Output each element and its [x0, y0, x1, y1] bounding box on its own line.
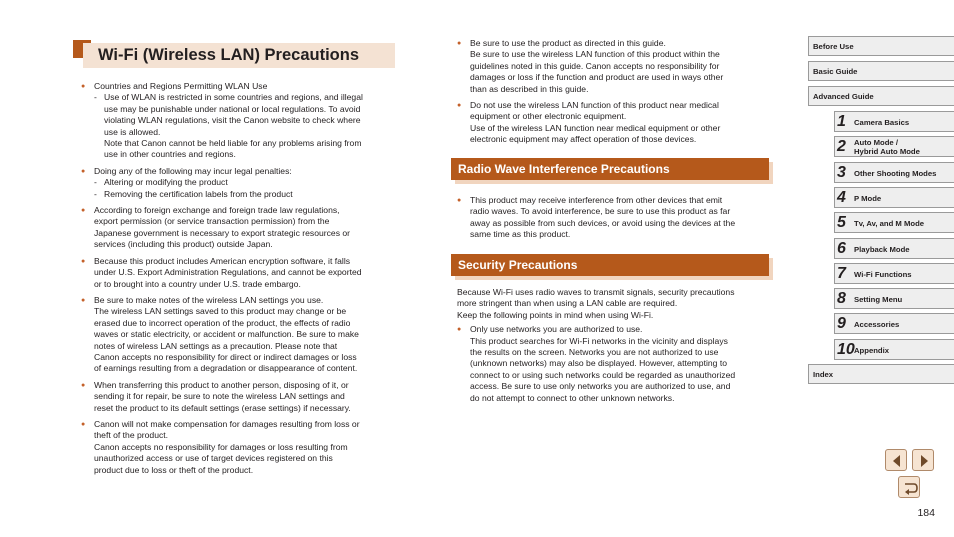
list-item: [81, 419, 397, 476]
security-intro: [457, 287, 771, 321]
sub-item-line: use in other countries and regions.: [104, 149, 236, 160]
radio-bullet-list: [457, 195, 771, 241]
security-section-body: [457, 287, 771, 409]
page-title: Wi-Fi (Wireless LAN) Precautions: [98, 46, 359, 64]
bullet-text-line: export permission (or service transaction permission) from the: [94, 216, 330, 227]
arrow-right-icon: [913, 450, 935, 472]
chapter-label: P Mode: [854, 193, 882, 203]
bullet-text-line: ● Be sure to use the product as directed in this guide.: [470, 38, 666, 48]
bullet-text-line: ● When transferring this product to another person, disposing of it, or: [94, 379, 349, 390]
arrow-left-icon: [886, 450, 908, 472]
left-bullet-list: [81, 81, 397, 476]
mid-bullet-list: [457, 38, 771, 146]
bullet-text-line: electronic equipment may affect operation of those devices.: [470, 134, 697, 145]
bullet-text-line: damages or loss if the function and product are used in ways other: [470, 72, 724, 83]
chapter-number: 2: [837, 138, 846, 156]
nav-chapter-5[interactable]: [834, 212, 954, 233]
nav-chapter-4[interactable]: [834, 187, 954, 208]
bullet-text-line: ● Only use networks you are authorized to use.: [470, 324, 643, 335]
nav-chapter-3[interactable]: [834, 162, 954, 183]
bullet-text-line: ● Because this product includes American encryption software, it falls: [94, 255, 351, 266]
bullet-text-line: Japanese government is necessary to export strategic resources or: [94, 227, 351, 238]
bullet-text-line: erased due to incorrect operation of the product, the effects of radio: [94, 317, 351, 328]
radio-wave-section-heading: [451, 158, 769, 180]
bullet-text-line: ● Doing any of the following may incur legal penalties:: [94, 165, 292, 176]
chapter-number: 6: [837, 239, 846, 257]
bullet-text-line: access. Be sure to use only networks you are authorized to use, and: [470, 381, 731, 392]
return-button[interactable]: [898, 476, 920, 498]
list-item: [457, 324, 771, 404]
bullet-text-line: notes of wireless LAN settings as a precaution. Please note that: [94, 340, 338, 351]
bullet-text-line: or to brought into a country under U.S. trade embargo.: [94, 278, 301, 289]
chapter-number: 8: [837, 290, 846, 308]
chapter-number: 9: [837, 315, 846, 333]
nav-chapter-8[interactable]: [834, 288, 954, 309]
bullet-text-line: product due to loss or theft of the product.: [94, 464, 254, 475]
security-heading-text: Security Precautions: [451, 254, 769, 276]
chapter-number: 5: [837, 214, 846, 232]
chapter-label: Accessories: [854, 320, 900, 330]
bullet-text-line: Use of the wireless LAN function near medical equipment or other: [470, 122, 721, 133]
sub-item-line: Note that Canon cannot be held liable for any problems arising from: [104, 138, 362, 149]
sub-item-line: use may be punishable under national or local regulations. To avoid: [104, 103, 361, 114]
bullet-text-line: sending it for repair, be sure to note the wireless LAN settings and: [94, 391, 345, 402]
list-item: [81, 380, 397, 414]
bullet-text-line: Be sure to use the wireless LAN function of this product within the: [470, 49, 720, 60]
chapter-number: 7: [837, 264, 846, 282]
sub-item-line: use is allowed.: [104, 126, 161, 137]
security-intro-line: Because Wi-Fi uses radio waves to transmit signals, security precautions: [457, 287, 735, 297]
bullet-text-line: under U.S. Export Administration Regulations, and cannot be exported: [94, 267, 362, 278]
nav-chapter-1[interactable]: [834, 111, 954, 132]
security-bullet-list: [457, 324, 771, 404]
chapter-label: Playback Mode: [854, 244, 910, 254]
bullet-text-line: ● Do not use the wireless LAN function of this product near medical: [470, 100, 719, 111]
next-page-button[interactable]: [912, 449, 934, 471]
nav-chapter-6[interactable]: [834, 238, 954, 259]
bullet-text-line: This product searches for Wi-Fi networks in the vicinity and displays: [470, 335, 728, 346]
nav-chapter-10[interactable]: [834, 339, 954, 360]
sub-item-line: - Altering or modifying the product: [94, 177, 397, 188]
page-number: 184: [917, 507, 935, 519]
bullet-text-line: ● This product may receive interference from other devices that emit: [470, 195, 723, 205]
chapter-label: Wi-Fi Functions: [854, 269, 912, 279]
bullet-text-line: unauthorized access or use of target devices registered on this: [94, 453, 333, 464]
bullet-text-line: radio waves. To avoid interference, be sure to use this product as far: [470, 206, 731, 217]
chapter-label: Tv, Av, and M Mode: [854, 219, 925, 229]
bullet-text-line: equipment or other electronic equipment.: [470, 111, 627, 122]
bullet-text-line: Canon accepts no responsibility for damages or loss resulting from: [94, 441, 348, 452]
bullet-text-line: (unknown networks) may also be displayed. However, attempting to: [470, 358, 727, 369]
list-item: [457, 100, 771, 146]
chapter-number: 3: [837, 163, 846, 181]
chapter-number: 1: [837, 113, 846, 130]
page-title-block: [73, 40, 395, 68]
bullet-text-line: guidelines noted in this guide. Canon accepts no responsibility for: [470, 60, 720, 71]
bullet-text-line: theft of the product.: [94, 430, 169, 441]
bullet-text-line: than as described in this guide.: [470, 83, 589, 94]
security-intro-line: more stringent than when using a LAN cable are required.: [457, 298, 678, 309]
radio-wave-section-body: [457, 195, 771, 246]
bullet-text-line: waves or static electricity, or accident or malfunction. Be sure to make: [94, 329, 359, 340]
left-column: [81, 81, 397, 481]
chapter-label: Auto Mode /: [854, 138, 898, 148]
bullet-text-line: ● Be sure to make notes of the wireless LAN settings you use.: [94, 294, 324, 305]
list-item: [81, 295, 397, 375]
chapter-label: Other Shooting Modes: [854, 168, 937, 178]
sub-item-line: - Use of WLAN is restricted in some countries and regions, and illegal: [94, 92, 397, 103]
nav-chapter-2[interactable]: [834, 136, 954, 157]
bullet-text-line: do not attempt to connect to other unknown networks.: [470, 392, 675, 403]
chapter-label: Setting Menu: [854, 295, 903, 305]
nav-chapter-9[interactable]: [834, 313, 954, 334]
middle-column-top: [457, 38, 771, 151]
list-item: [81, 256, 397, 290]
list-item: [81, 81, 397, 161]
list-item: [81, 166, 397, 200]
nav-advanced-guide[interactable]: Advanced Guide: [808, 86, 954, 106]
bullet-text-line: Canon accepts no responsibility for direct or indirect damages or loss: [94, 351, 357, 362]
bullet-text-line: ● Countries and Regions Permitting WLAN Use: [94, 81, 268, 91]
bullet-text-line: The wireless LAN settings saved to this product may change or be: [94, 306, 347, 317]
return-icon: [899, 477, 921, 499]
nav-chapter-7[interactable]: [834, 263, 954, 284]
chapter-label: Camera Basics: [854, 118, 910, 127]
nav-index[interactable]: Index: [808, 364, 954, 384]
list-item: [457, 38, 771, 95]
list-item: [457, 195, 771, 241]
bullet-text-line: services (including this product) outside Japan.: [94, 239, 273, 250]
nav-before-use[interactable]: Before Use: [808, 36, 954, 56]
bullet-text-line: same time as this product.: [470, 229, 571, 240]
list-item: [81, 205, 397, 251]
security-section-heading: [451, 254, 769, 276]
chapter-number: 4: [837, 188, 846, 206]
previous-page-button[interactable]: [885, 449, 907, 471]
bullet-text-line: ● According to foreign exchange and foreign trade law regulations,: [94, 205, 340, 216]
radio-wave-heading-text: Radio Wave Interference Precautions: [451, 158, 769, 180]
bullet-text-line: connect to or using such networks could be regarded as unauthorized: [470, 369, 736, 380]
nav-basic-guide[interactable]: Basic Guide: [808, 61, 954, 81]
chapter-number: 10: [837, 340, 855, 358]
bullet-text-line: of earnings resulting from a degradation or disappearance of content.: [94, 363, 358, 374]
sub-item-line: - Removing the certification labels from the product: [94, 189, 397, 200]
bullet-text-line: reset the product to its default settings (erase settings) if necessary.: [94, 402, 351, 413]
chapter-label-line2: Hybrid Auto Mode: [854, 147, 920, 157]
security-intro-line: Keep the following points in mind when using Wi-Fi.: [457, 309, 654, 320]
bullet-text-line: the results on the screen. Networks you are not authorized to use: [470, 347, 719, 358]
sub-item-line: violating WLAN regulations, visit the Canon website to check where: [104, 115, 361, 126]
bullet-text-line: ● Canon will not make compensation for damages resulting from loss or: [94, 418, 360, 429]
chapter-label: Appendix: [854, 345, 890, 355]
bullet-text-line: away as possible from such devices, or avoid using the devices at the: [470, 217, 736, 228]
